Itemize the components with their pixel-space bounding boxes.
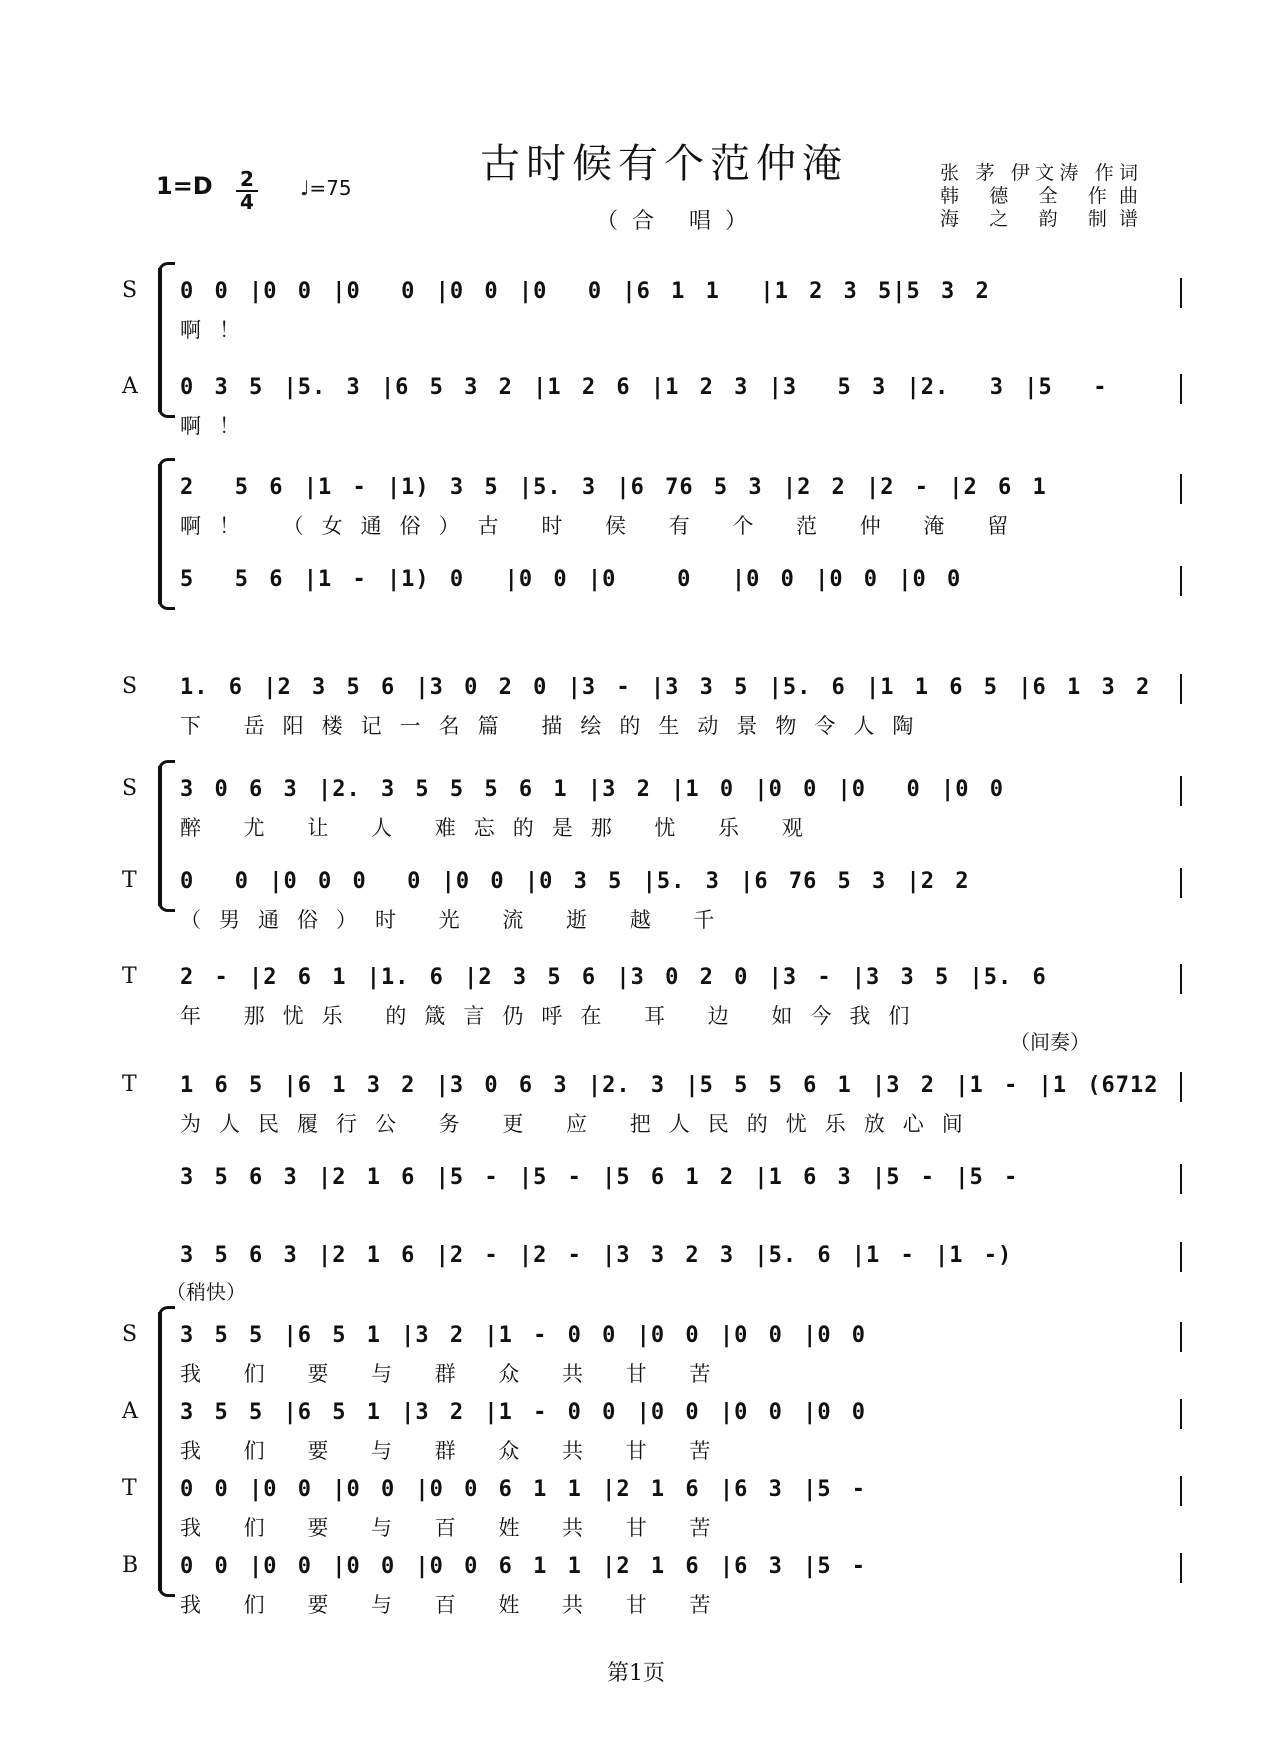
time-signature-bottom: 4 <box>240 190 254 214</box>
notation-line <box>180 1547 1180 1587</box>
notation-line <box>180 770 1180 810</box>
end-barline <box>1180 1553 1182 1583</box>
notation-notes: 3 5 6 3 |2 1 6 |5 - |5 - |5 6 1 2 |1 6 3 |5 - |5 - <box>180 1165 1019 1190</box>
voice-label: S <box>122 674 138 699</box>
notation-notes: 1. 6 |2 3 5 6 |3 0 2 0 |3 - |3 3 5 |5. 6 |1 1 6 5 |6 1 3 2 <box>180 675 1151 700</box>
voice-label: A <box>122 374 138 399</box>
notation-notes: 2 - |2 6 1 |1. 6 |2 3 5 6 |3 0 2 0 |3 - |3 3 5 |5. 6 <box>180 965 1047 990</box>
end-barline <box>1180 868 1182 898</box>
lyrics-line: 啊！ （女通俗）古 时 侯 有 个 范 仲 淹 留 <box>180 514 1027 538</box>
voice-label: S <box>122 776 138 801</box>
notation-notes: 3 5 5 |6 5 1 |3 2 |1 - 0 0 |0 0 |0 0 |0 0 <box>180 1400 867 1425</box>
voice-label: B <box>122 1553 139 1578</box>
notation-line <box>180 468 1180 508</box>
time-signature <box>236 167 258 214</box>
lyrics-line: 醉 尤 让 人 难忘的是那 忧 乐 观 <box>180 816 821 840</box>
voice-label: S <box>122 1322 138 1347</box>
notation-notes: 0 3 5 |5. 3 |6 5 3 2 |1 2 6 |1 2 3 |3 5 3 |2. 3 |5 - <box>180 375 1108 400</box>
tempo-annotation: （稍快） <box>166 1280 246 1304</box>
lyrics-line: 为人民履行公 务 更 应 把人民的忧乐放心间 <box>180 1112 981 1136</box>
page-title: 古时候有个范仲淹 <box>480 141 848 187</box>
system-bracket <box>158 464 162 604</box>
lyrics-line: 我 们 要 与 百 姓 共 甘 苦 <box>180 1593 729 1617</box>
lyrics-line: 啊！ <box>180 414 258 438</box>
voice-label: A <box>122 1399 138 1424</box>
end-barline <box>1180 1072 1182 1102</box>
end-barline <box>1180 674 1182 704</box>
notation-line <box>180 1470 1180 1510</box>
notation-line <box>180 862 1180 902</box>
credit-composer: 韩 德 全 作曲 <box>940 185 1140 207</box>
end-barline <box>1180 474 1182 504</box>
system-bracket <box>158 766 162 906</box>
end-barline <box>1180 1242 1182 1272</box>
end-barline <box>1180 278 1182 308</box>
end-barline <box>1180 1476 1182 1506</box>
notation-notes: 0 0 |0 0 |0 0 |0 0 6 1 1 |2 1 6 |6 3 |5 - <box>180 1554 867 1579</box>
key-signature: 1=D <box>156 172 213 200</box>
lyrics-line: 我 们 要 与 百 姓 共 甘 苦 <box>180 1516 729 1540</box>
credit-lyricist: 张 茅 伊文涛 作词 <box>940 162 1140 184</box>
notation-line <box>180 1316 1180 1356</box>
lyrics-line: （男通俗）时 光 流 逝 越 千 <box>180 908 733 932</box>
time-signature-top: 2 <box>240 167 254 191</box>
notation-line <box>180 368 1180 408</box>
voice-label: T <box>122 1476 137 1501</box>
notation-line <box>180 668 1180 708</box>
notation-notes: 3 0 6 3 |2. 3 5 5 5 6 1 |3 2 |1 0 |0 0 |0 0 |0 0 <box>180 777 1005 802</box>
credit-transcriber: 海 之 韵 制谱 <box>940 208 1140 230</box>
voice-label: T <box>122 1072 137 1097</box>
voice-label: S <box>122 278 138 303</box>
notation-line <box>180 560 1180 600</box>
notation-notes: 2 5 6 |1 - |1) 3 5 |5. 3 |6 76 5 3 |2 2 |2 - |2 6 1 <box>180 475 1047 500</box>
lyrics-line: 我 们 要 与 群 众 共 甘 苦 <box>180 1362 729 1386</box>
notation-line <box>180 272 1180 312</box>
end-barline <box>1180 1164 1182 1194</box>
notation-notes: 0 0 |0 0 |0 0 |0 0 |0 0 |6 1 1 |1 2 3 5|5 3 2 <box>180 279 990 304</box>
end-barline <box>1180 374 1182 404</box>
page-subtitle: （合 唱） <box>596 209 761 234</box>
end-barline <box>1180 776 1182 806</box>
notation-notes: 0 0 |0 0 0 0 |0 0 |0 3 5 |5. 3 |6 76 5 3 |2 2 <box>180 869 970 894</box>
tempo-annotation: （间奏） <box>1010 1030 1090 1054</box>
end-barline <box>1180 566 1182 596</box>
tempo-marking: ♩=75 <box>300 176 352 200</box>
notation-line <box>180 1158 1180 1198</box>
notation-notes: 3 5 5 |6 5 1 |3 2 |1 - 0 0 |0 0 |0 0 |0 0 <box>180 1323 867 1348</box>
notation-line <box>180 1236 1180 1276</box>
voice-label: T <box>122 868 137 893</box>
end-barline <box>1180 1399 1182 1429</box>
lyrics-line: 下 岳阳楼记一名篇 描绘的生动景物令人陶 <box>180 714 932 738</box>
system-bracket <box>158 268 162 412</box>
voice-label: T <box>122 964 137 989</box>
notation-line <box>180 1066 1180 1106</box>
lyrics-line: 年 那忧乐 的箴言仍呼在 耳 边 如今我们 <box>180 1004 928 1028</box>
notation-line <box>180 1393 1180 1433</box>
notation-notes: 1 6 5 |6 1 3 2 |3 0 6 3 |2. 3 |5 5 5 6 1 |3 2 |1 - |1 (6712 <box>180 1073 1159 1098</box>
notation-notes: 5 5 6 |1 - |1) 0 |0 0 |0 0 |0 0 |0 0 |0 0 <box>180 567 962 592</box>
credits <box>940 162 1140 231</box>
lyrics-line: 啊！ <box>180 318 258 342</box>
system-bracket <box>158 1312 162 1591</box>
notation-notes: 3 5 6 3 |2 1 6 |2 - |2 - |3 3 2 3 |5. 6 |1 - |1 -) <box>180 1243 1013 1268</box>
page-number: 第1页 <box>607 1661 665 1686</box>
lyrics-line: 我 们 要 与 群 众 共 甘 苦 <box>180 1439 729 1463</box>
notation-notes: 0 0 |0 0 |0 0 |0 0 6 1 1 |2 1 6 |6 3 |5 - <box>180 1477 867 1502</box>
end-barline <box>1180 1322 1182 1352</box>
end-barline <box>1180 964 1182 994</box>
notation-line <box>180 958 1180 998</box>
